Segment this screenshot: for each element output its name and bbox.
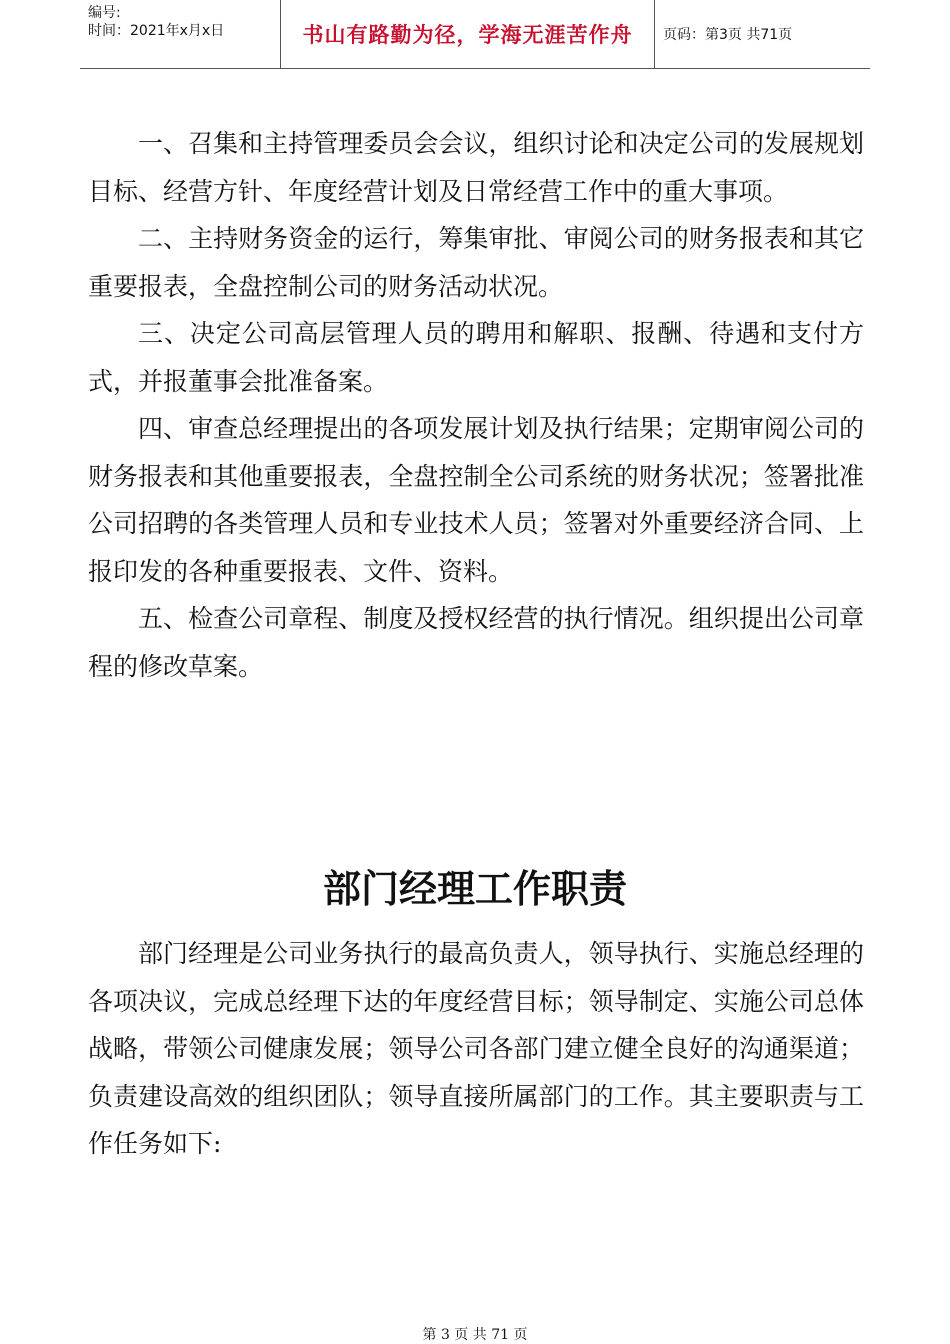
section-intro-paragraph: 部门经理是公司业务执行的最高负责人，领导执行、实施总经理的各项决议，完成总经理下达的年度经营目标；领导制定、实施公司总体战略，带领公司健康发展；领导公司各部门建立健全良好的沟通渠道；负责建设高效的组织团队；领导直接所属部门的工作。其主要职责与工作任务如下:	[88, 939, 864, 1158]
section-body	[88, 930, 864, 1168]
duties-list	[88, 120, 864, 690]
page-footer: 第 3 页 共 71 页	[422, 1327, 528, 1343]
header-meta	[80, 0, 281, 68]
document-time: 时间：2021年x月x日	[88, 23, 225, 39]
header-motto: 书山有路勤为径，学海无涯苦作舟	[302, 23, 633, 47]
page-header	[80, 0, 870, 69]
section-title: 部门经理工作职责	[322, 866, 627, 911]
header-motto-cell	[281, 0, 655, 68]
document-number-label: 编号:	[88, 5, 121, 21]
duty-paragraph-3: 三、决定公司高层管理人员的聘用和解职、报酬、待遇和支付方式，并报董事会批准备案。	[88, 319, 864, 396]
duty-paragraph-2: 二、主持财务资金的运行，筹集审批、审阅公司的财务报表和其它重要报表，全盘控制公司的财务活动状况。	[88, 224, 864, 301]
header-page-cell	[655, 0, 870, 68]
duty-paragraph-1: 一、召集和主持管理委员会会议，组织讨论和决定公司的发展规划目标、经营方针、年度经营计划及日常经营工作中的重大事项。	[88, 129, 864, 206]
duty-paragraph-5: 五、检查公司章程、制度及授权经营的执行情况。组织提出公司章程的修改草案。	[88, 604, 864, 681]
duty-paragraph-4: 四、审查总经理提出的各项发展计划及执行结果；定期审阅公司的财务报表和其他重要报表，全盘控制全公司系统的财务状况；签署批准公司招聘的各类管理人员和专业技术人员；签署对外重要经济合同、上报印发的各种重要报表、文件、资料。	[88, 414, 864, 586]
header-page-info: 页码：第3页 共71页	[663, 27, 793, 43]
